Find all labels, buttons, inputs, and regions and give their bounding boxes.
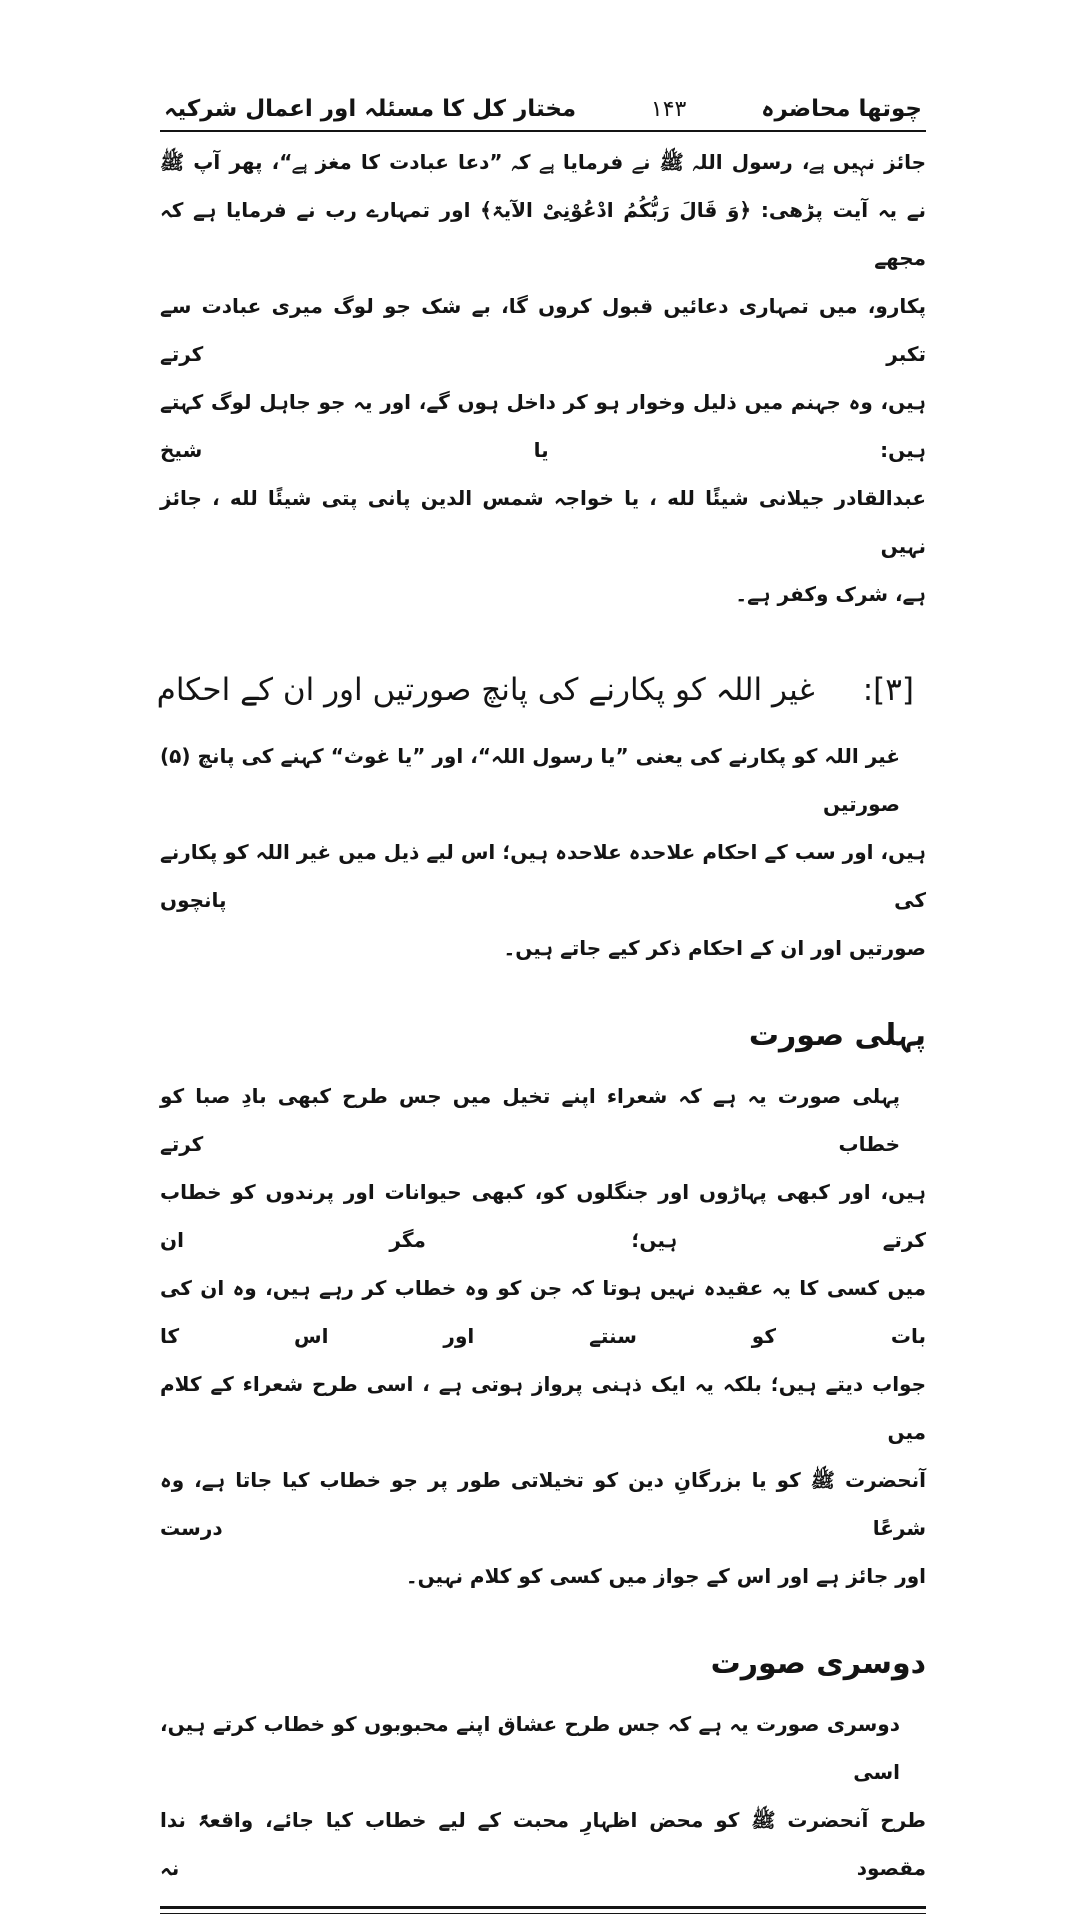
subheading-first-form: پہلی صورت — [748, 1018, 926, 1053]
section-title: غیر اللہ کو پکارنے کی پانچ صورتیں اور ان کے احکام — [156, 672, 815, 708]
paragraph-3 — [160, 1072, 926, 1600]
running-title: مختار کل کا مسئلہ اور اعمال شرکیہ — [164, 96, 577, 122]
text-line: پہلی صورت یہ ہے کہ شعراء اپنے تخیل میں جس طرح کبھی بادِ صبا کو خطاب کرتے — [160, 1084, 901, 1156]
page-content — [156, 78, 926, 1914]
text-line: جواب دیتے ہیں؛ بلکہ یہ ایک ذہنی پرواز ہوتی ہے ، اسی طرح شعراء کے کلام میں — [160, 1372, 926, 1444]
section-number: [۳]: — [862, 672, 914, 708]
text-line: طرح آنحضرت ﷺ کو محض اظہارِ محبت کے لیے خطاب کیا جائے، واقعۃً ندا مقصود نہ — [160, 1808, 926, 1880]
text-line: آنحضرت ﷺ کو یا بزرگانِ دین کو تخیلاتی طور پر جو خطاب کیا جاتا ہے، وہ شرعًا درست — [160, 1468, 926, 1540]
text-line: عبدالقادر جیلانی شیئًا لله ، یا خواجہ شمس الدین پانی پتی شیئًا لله ، جائز نہیں — [160, 486, 926, 558]
footer-rule — [160, 1906, 926, 1909]
subheading-second-form: دوسری صورت — [710, 1646, 926, 1681]
text-line: ہیں، وہ جہنم میں ذلیل وخوار ہو کر داخل ہوں گے، اور یہ جو جاہل لوگ کہتے ہیں: یا شیخ — [160, 390, 926, 462]
text-line: غیر اللہ کو پکارنے کی یعنی ”یا رسول اللہ“، اور ”یا غوث“ کہنے کی پانچ (۵) صورتیں — [160, 744, 900, 816]
text-line: صورتیں اور ان کے احکام ذکر کیے جاتے ہیں۔ — [503, 936, 926, 960]
paragraph-1 — [160, 138, 926, 618]
paragraph-2 — [160, 732, 926, 972]
chapter-title: چوتھا محاضرہ — [761, 96, 922, 122]
text-line: ہے، شرک وکفر ہے۔ — [735, 582, 926, 606]
text-line: دوسری صورت یہ ہے کہ جس طرح عشاق اپنے محبوبوں کو خطاب کرتے ہیں، اسی — [160, 1712, 900, 1784]
text-line: جائز نہیں ہے، رسول اللہ ﷺ نے فرمایا ہے کہ ”دعا عبادت کا مغز ہے“، پھر آپ ﷺ — [160, 150, 926, 174]
page-number: ۱۴۳ — [650, 97, 687, 122]
text-line: اور جائز ہے اور اس کے جواز میں کسی کو کلام نہیں۔ — [405, 1564, 926, 1588]
text-line: میں کسی کا یہ عقیدہ نہیں ہوتا کہ جن کو وہ خطاب کر رہے ہیں، وہ ان کی بات کو سنتے اور اس کا — [160, 1276, 926, 1348]
text-line: پکارو، میں تمہاری دعائیں قبول کروں گا، بے شک جو لوگ میری عبادت سے تکبر کرتے — [160, 294, 926, 366]
header-rule — [160, 130, 926, 132]
text-line: نے یہ آیت پڑھی: ﴿وَ قَالَ رَبُّكُمُ ادْعُوْنِیْ الآیۃ﴾ اور تمہارے رب نے فرمایا ہے کہ مجھے — [160, 198, 926, 270]
text-line: ہیں، اور کبھی پہاڑوں اور جنگلوں کو، کبھی حیوانات اور پرندوں کو خطاب کرتے ہیں؛ مگر ان — [160, 1180, 926, 1252]
page-header — [160, 78, 926, 122]
section-heading — [156, 654, 926, 726]
paragraph-4 — [160, 1700, 926, 1892]
text-line: ہیں، اور سب کے احکام علاحدہ علاحدہ ہیں؛ اس لیے ذیل میں غیر اللہ کو پکارنے کی پانچوں — [160, 840, 926, 912]
